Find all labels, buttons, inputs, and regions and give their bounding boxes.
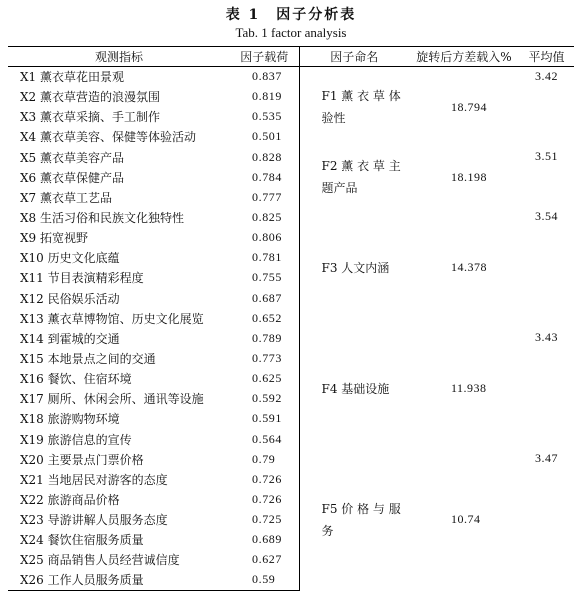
indicator-cell: X25 商品销售人员经营诚信度 <box>20 553 180 568</box>
loading-cell: 0.627 <box>230 550 299 570</box>
indicator-cell: X22 旅游商品价格 <box>20 493 120 508</box>
table-subtitle: Tab. 1 factor analysis <box>235 25 347 40</box>
indicator-cell: X9 拓宽视野 <box>20 231 88 246</box>
factor-name-line: F1 薰 衣 草 体 <box>321 89 401 104</box>
variance-cell: 18.198 <box>451 169 487 184</box>
loading-cell: 0.777 <box>230 187 299 207</box>
loading-cell: 0.725 <box>230 510 299 530</box>
loading-cell: 0.59 <box>230 570 299 590</box>
table-row <box>8 449 574 469</box>
loading-cell: 0.773 <box>230 348 299 368</box>
indicator-cell: X3 薰衣草采摘、手工制作 <box>20 110 160 125</box>
loading-cell: 0.806 <box>230 228 299 248</box>
mean-cell: 3.47 <box>535 451 558 466</box>
loading-cell: 0.564 <box>230 429 299 449</box>
factor-name-cell <box>299 449 409 590</box>
indicator-cell: X24 餐饮住宿服务质量 <box>20 533 144 548</box>
loading-cell: 0.535 <box>230 107 299 127</box>
header-mean: 平均值 <box>519 47 574 67</box>
loading-cell: 0.726 <box>230 469 299 489</box>
variance-cell: 10.74 <box>451 512 481 527</box>
table-row <box>8 147 574 167</box>
mean-cell: 3.43 <box>535 330 558 345</box>
factor-name-cell <box>299 328 409 449</box>
table-body <box>8 67 574 591</box>
factor-name-cell <box>299 207 409 328</box>
header-loading: 因子载荷 <box>230 47 299 67</box>
factor-name-line: 验性 <box>321 111 346 126</box>
indicator-cell: X13 薰衣草博物馆、历史文化展览 <box>20 311 204 326</box>
indicator-cell: X1 薰衣草花田景观 <box>20 70 124 85</box>
indicator-cell: X8 生活习俗和民族文化独特性 <box>20 211 184 226</box>
table-row <box>8 328 574 348</box>
indicator-cell: X2 薰衣草营造的浪漫氛围 <box>20 90 160 105</box>
header-variance: 旋转后方差载入% <box>409 47 519 67</box>
loading-cell: 0.784 <box>230 167 299 187</box>
table-title: 表 1 因子分析表 <box>225 7 357 23</box>
indicator-cell: X20 主要景点门票价格 <box>20 452 144 467</box>
header-row <box>8 47 574 67</box>
header-indicator: 观测指标 <box>8 47 230 67</box>
loading-cell: 0.689 <box>230 530 299 550</box>
indicator-cell: X5 薰衣草美容产品 <box>20 150 124 165</box>
mean-cell: 3.54 <box>535 209 558 224</box>
factor-name-line: F3 人文内涵 <box>321 260 390 275</box>
variance-cell: 14.378 <box>451 260 487 275</box>
factor-name-line: F4 基础设施 <box>321 381 390 396</box>
table-row <box>8 67 574 87</box>
mean-cell: 3.51 <box>535 149 558 164</box>
loading-cell: 0.79 <box>230 449 299 469</box>
loading-cell: 0.755 <box>230 268 299 288</box>
loading-cell: 0.825 <box>230 207 299 227</box>
loading-cell: 0.726 <box>230 489 299 509</box>
loading-cell: 0.828 <box>230 147 299 167</box>
factor-name-cell <box>299 147 409 207</box>
indicator-cell: X17 厕所、休闲会所、通讯等设施 <box>20 392 204 407</box>
indicator-cell: X6 薰衣草保健产品 <box>20 170 124 185</box>
table-row <box>8 207 574 227</box>
indicator-cell: X21 当地居民对游客的态度 <box>20 472 168 487</box>
indicator-cell: X16 餐饮、住宿环境 <box>20 372 132 387</box>
loading-cell: 0.837 <box>230 67 299 87</box>
loading-cell: 0.819 <box>230 87 299 107</box>
variance-cell: 11.938 <box>451 381 487 396</box>
factor-analysis-table <box>8 46 574 591</box>
variance-cell: 18.794 <box>451 99 487 114</box>
loading-cell: 0.652 <box>230 308 299 328</box>
loading-cell: 0.591 <box>230 409 299 429</box>
indicator-cell: X26 工作人员服务质量 <box>8 570 230 590</box>
factor-name-line: F5 价 格 与 服 <box>321 501 401 516</box>
factor-name-line: 务 <box>321 523 334 538</box>
factor-name-line: 题产品 <box>321 181 358 196</box>
loading-cell: 0.625 <box>230 369 299 389</box>
factor-name-cell <box>299 67 409 148</box>
indicator-cell: X14 到霍城的交通 <box>20 331 120 346</box>
loading-cell: 0.687 <box>230 288 299 308</box>
indicator-cell: X4 薰衣草美容、保健等体验活动 <box>20 130 196 145</box>
indicator-cell: X7 薰衣草工艺品 <box>20 190 112 205</box>
factor-name-line: F2 薰 衣 草 主 <box>321 159 401 174</box>
header-factor-name: 因子命名 <box>299 47 409 67</box>
indicator-cell: X15 本地景点之间的交通 <box>20 352 156 367</box>
indicator-cell: X10 历史文化底蕴 <box>20 251 120 266</box>
indicator-cell: X11 节目表演精彩程度 <box>20 271 144 286</box>
indicator-cell: X19 旅游信息的宣传 <box>20 432 132 447</box>
indicator-cell: X18 旅游购物环境 <box>20 412 120 427</box>
loading-cell: 0.789 <box>230 328 299 348</box>
loading-cell: 0.781 <box>230 248 299 268</box>
loading-cell: 0.501 <box>230 127 299 147</box>
indicator-cell: X12 民俗娱乐活动 <box>20 291 120 306</box>
loading-cell: 0.592 <box>230 389 299 409</box>
mean-cell: 3.42 <box>535 69 558 83</box>
indicator-cell: X23 导游讲解人员服务态度 <box>20 513 168 528</box>
